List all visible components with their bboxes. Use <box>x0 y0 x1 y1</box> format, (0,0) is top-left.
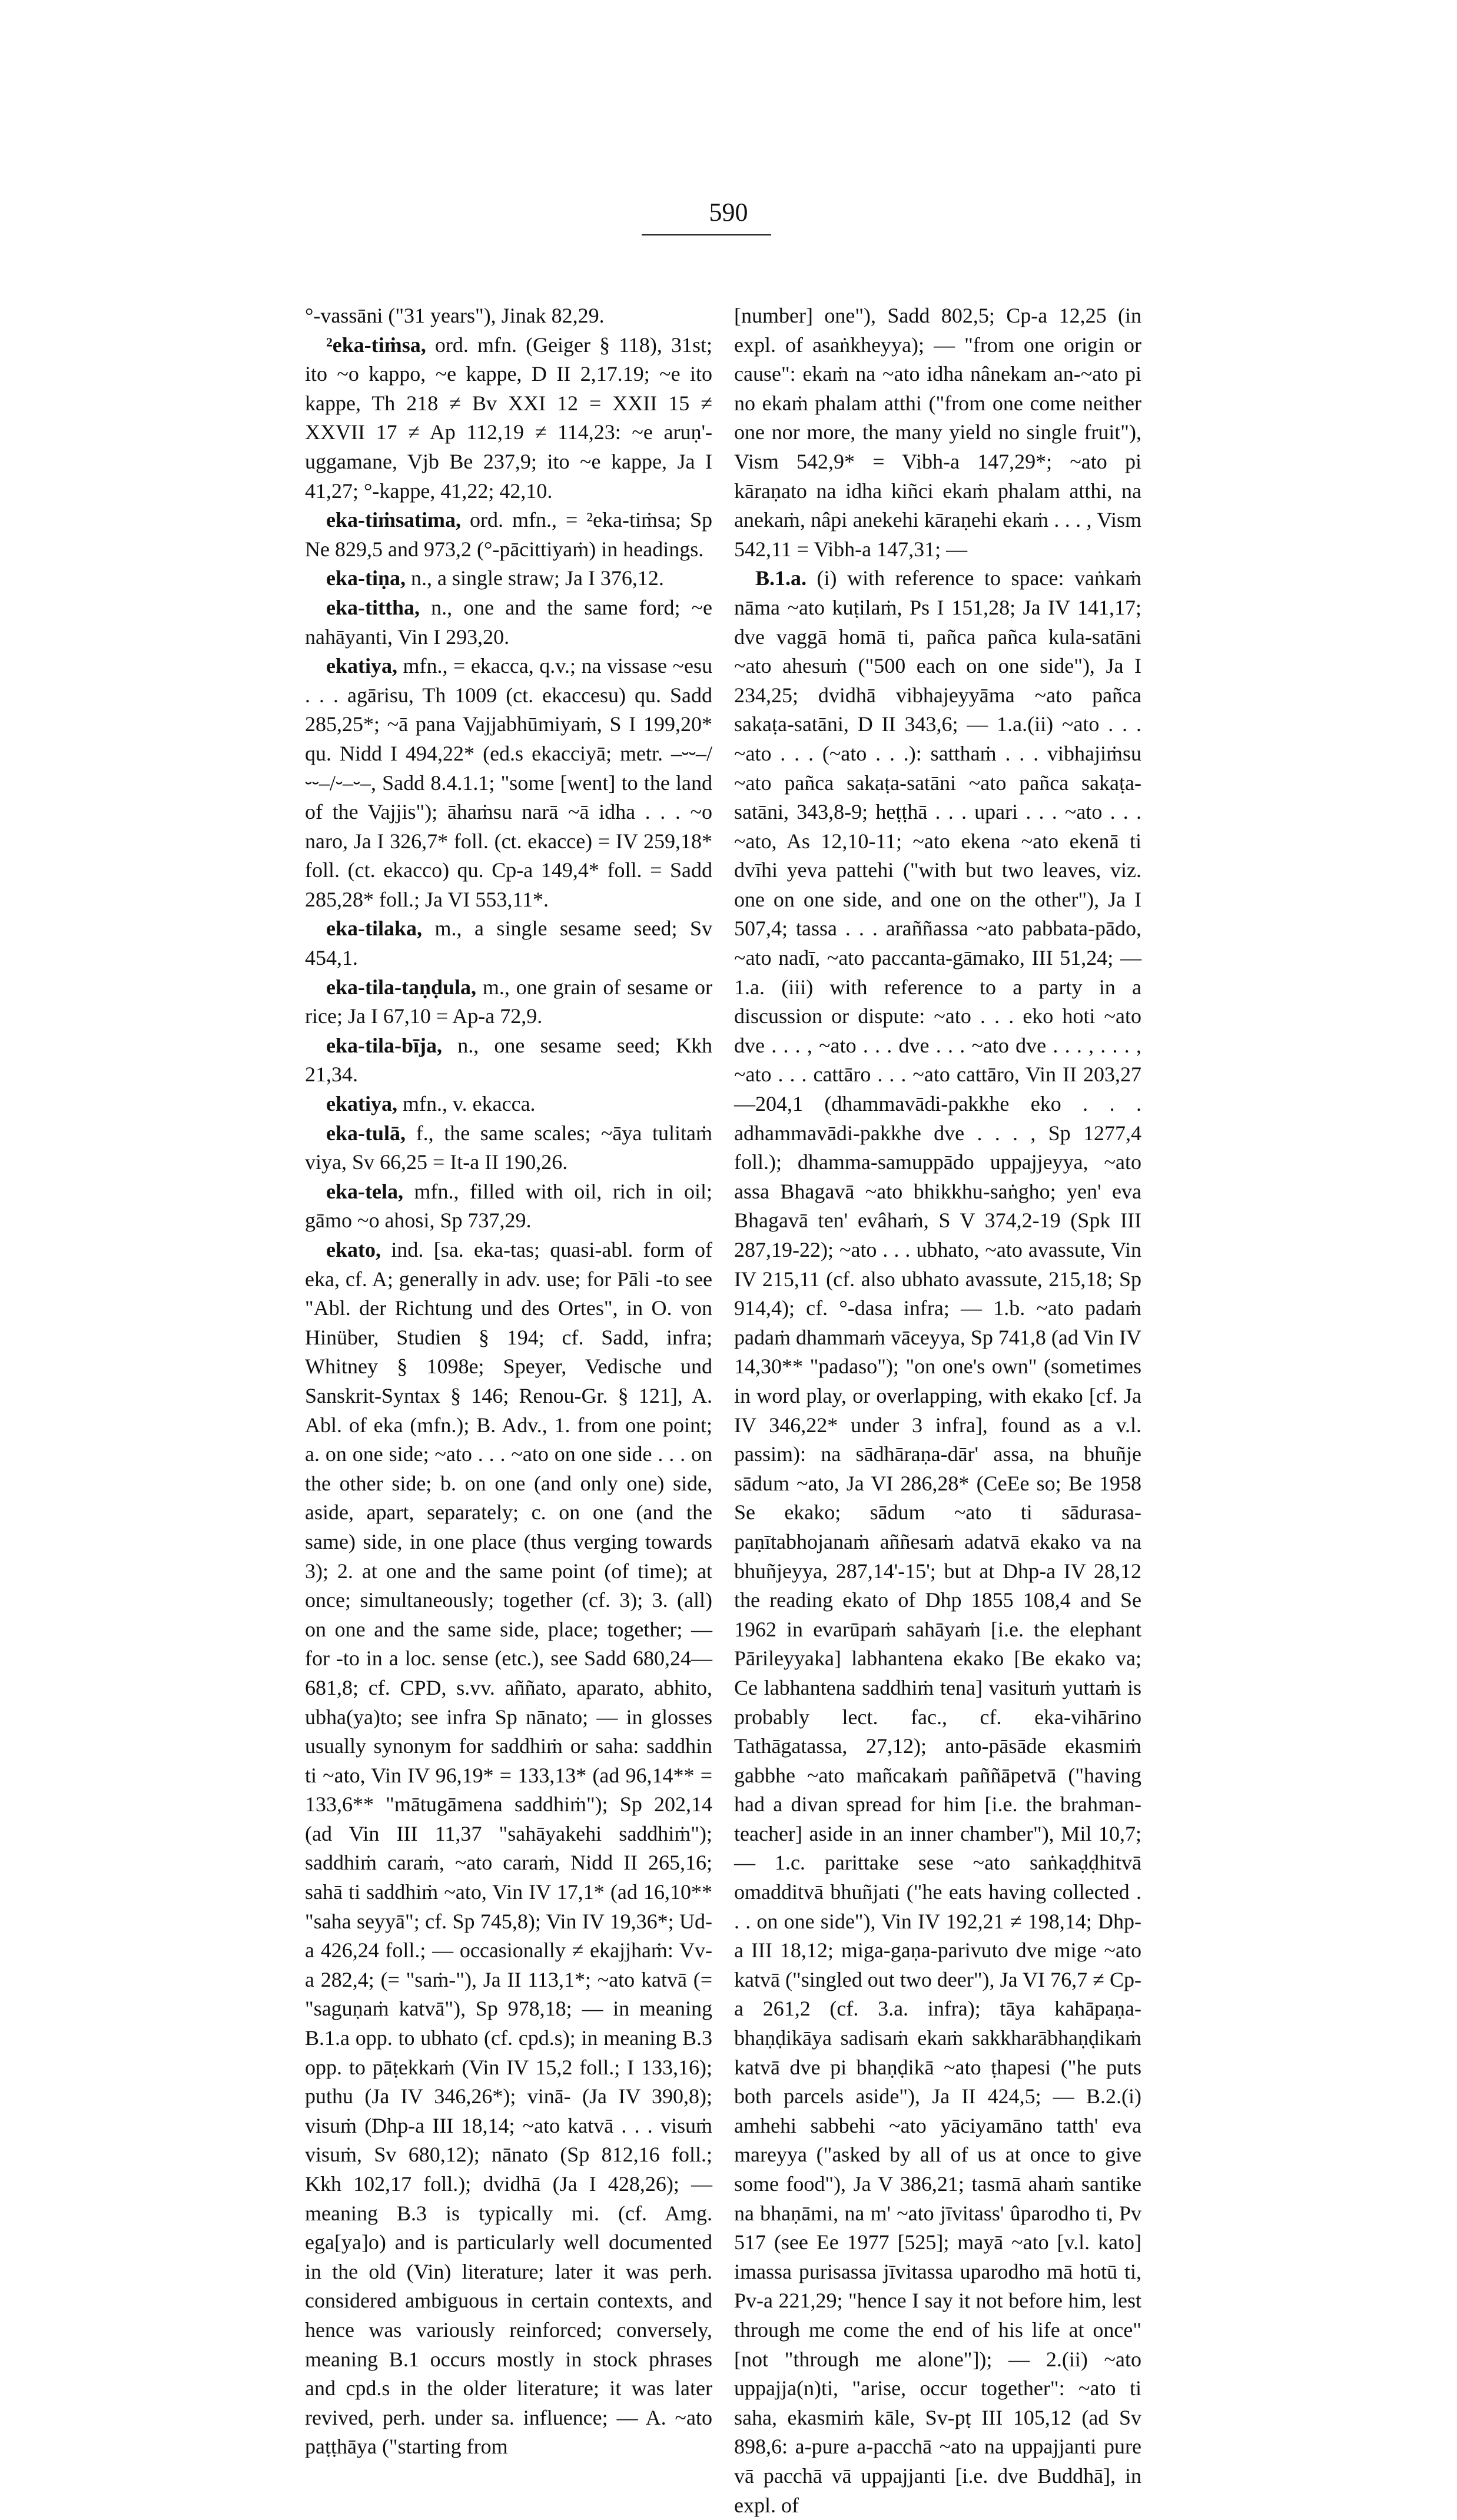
entry-text: n., one sesame seed; Kkh 21,34. <box>305 1033 712 1087</box>
entry-headword: ²eka-tiṁsa, <box>326 333 426 357</box>
entry-headword: eka-tela, <box>326 1179 403 1203</box>
dictionary-entry <box>305 914 712 972</box>
header-rule <box>642 234 771 235</box>
entry-text: n., one and the same ford; ~e nahāyanti, Vin I 293,20. <box>305 595 712 649</box>
dictionary-entry <box>734 301 1141 564</box>
entry-headword: eka-tiṁsatima, <box>326 508 461 532</box>
left-column <box>305 301 712 2462</box>
dictionary-entry <box>305 1090 712 1119</box>
entry-headword: ekatiya, <box>326 1092 397 1116</box>
entry-headword: eka-tittha, <box>326 595 420 619</box>
dictionary-entry <box>305 973 712 1031</box>
dictionary-entry <box>305 1031 712 1090</box>
entry-headword: B.1.a. <box>755 566 807 590</box>
entry-headword: ekatiya, <box>326 654 397 678</box>
entry-text: n., a single straw; Ja I 376,12. <box>406 566 664 590</box>
entry-text: mfn., v. ekacca. <box>397 1092 536 1116</box>
dictionary-entry <box>305 652 712 914</box>
entry-headword: eka-tulā, <box>326 1121 406 1145</box>
entry-text: m., a single sesame seed; Sv 454,1. <box>305 917 712 970</box>
dictionary-entry <box>305 331 712 506</box>
dictionary-entry <box>305 1236 712 2462</box>
entry-headword: eka-tila-taṇḍula, <box>326 975 477 999</box>
entry-text: ord. mfn. (Geiger § 118), 31st; ito ~o kappo, ~e kappe, D II 2,17.19; ~e ito kappe, Th 218 ≠ Bv XXI 12 = XXII 15 ≠ XXVII 17 ≠ Ap 112,19 ≠ 114,23: ~e aruṇ'-uggamane, Vjb Be 237,9; ito ~e kappe, Ja I 41,27; °-kappe, 41,22; 42,10. <box>305 333 712 503</box>
entry-text: [number] one"), Sadd 802,5; Cp-a 12,25 (in expl. of asaṅkheyya); — "from one origin or cause": ekaṁ na ~ato idha nânekam an-~ato pi no ekaṁ phalam atthi ("from one come neither one nor more, the many yield no single fruit"), Vism 542,9* = Vibh-a 147,29*; ~ato pi kāraṇato na idha kiñci ekaṁ phalam atthi, na anekaṁ, nâpi anekehi kāraṇehi ekaṁ . . . , Vism 542,11 = Vibh-a 147,31; — <box>734 304 1141 561</box>
right-column <box>734 301 1141 2520</box>
dictionary-entry <box>305 1119 712 1177</box>
entry-headword: eka-tiṇa, <box>326 566 406 590</box>
entry-text: ind. [sa. eka-tas; quasi-abl. form of eka, cf. A; generally in adv. use; for Pāli -to see "Abl. der Richtung und des Ortes", in O. von Hinüber, Studien § 194; cf. Sadd, infra; Whitney § 1098e; Speyer, Vedische und Sanskrit-Syntax § 146; Renou-Gr. § 121], A. Abl. of eka (mfn.); B. Adv., 1. from one point; a. on one side; ~ato . . . ~ato on one side . . . on the other side; b. on one (and only one) side, aside, apart, separately; c. on one (and the same) side, in one place (thus verging towards 3); 2. at one and the same point (of time); at once; simultaneously; together (cf. 3); 3. (all) on one and the same side, place; together; — for -to in a loc. sense (etc.), see Sadd 680,24—681,8; cf. CPD, s.vv. aññato, aparato, abhito, ubha(ya)to; see infra Sp nānato; — in glosses usually synonym for saddhiṁ or saha: saddhin ti ~ato, Vin IV 96,19* = 133,13* (ad 96,14** = 133,6** "mātugāmena saddhiṁ"); Sp 202,14 (ad Vin III 11,37 "sahāyakehi saddhiṁ"); saddhiṁ caraṁ, ~ato caraṁ, Nidd II 265,16; sahā ti saddhiṁ ~ato, Vin IV 17,1* (ad 16,10** "saha seyyā"; cf. Sp 745,8); Vin IV 19,36*; Ud-a 426,24 foll.; — occasionally ≠ ekajjhaṁ: Vv-a 282,4; (= "saṁ-"), Ja II 113,1*; ~ato katvā (= "saguṇaṁ katvā"), Sp 978,18; — in meaning B.1.a opp. to ubhato (cf. cpd.s); in meaning B.3 opp. to pāṭekkaṁ (Vin IV 15,2 foll.; I 133,16); puthu (Ja IV 346,26*); vinā- (Ja IV 390,8); visuṁ (Dhp-a III 18,14; ~ato katvā . . . visuṁ visuṁ, Sv 680,12); nānato (Sp 812,16 foll.; Kkh 102,17 foll.); dvidhā (Ja I 428,26); — meaning B.3 is typically mi. (cf. Amg. ega[ya]o) and is particularly well documented in the old (Vin) literature; later it was perh. considered ambiguous in certain contexts, and hence was variously reinforced; conversely, meaning B.1 occurs mostly in stock phrases and cpd.s in the older literature; it was later revived, perh. under sa. influence; — A. ~ato paṭṭhāya ("starting from <box>305 1238 712 2459</box>
entry-text: °-vassāni ("31 years"), Jinak 82,29. <box>305 304 605 327</box>
entry-text: mfn., = ekacca, q.v.; na vissase ~esu . . . agārisu, Th 1009 (ct. ekaccesu) qu. Sadd 285,25*; ~ā pana Vajjabhūmiyaṁ, S I 199,20* qu. Nidd I 494,22* (ed.s ekacciyā; metr. –⏑⏑–/⏑⏑–/⏑–⏑–, Sadd 8.4.1.1; "some [went] to the land of the Vajjis"); āhaṁsu narā ~ā idha . . . ~o naro, Ja I 326,7* foll. (ct. ekacce) = IV 259,18* foll. (ct. ekacco) qu. Cp-a 149,4* foll. = Sadd 285,28* foll.; Ja VI 553,11*. <box>305 654 712 911</box>
dictionary-entry <box>734 564 1141 2520</box>
entry-text: (i) with reference to space: vaṅkaṁ nāma ~ato kuṭilaṁ, Ps I 151,28; Ja IV 141,17; dve vaggā homā ti, pañca pañca kula-satāni ~ato ahesuṁ ("500 each on one side"), Ja I 234,25; dvidhā vibhajeyyāma ~ato pañca sakaṭa-satāni, D II 343,6; — 1.a.(ii) ~ato . . . ~ato . . . (~ato . . .): satthaṁ . . . vibhajiṁsu ~ato pañca sakaṭa-satāni ~ato pañca sakaṭa-satāni, 343,8-9; heṭṭhā . . . upari . . . ~ato . . . ~ato, As 12,10-11; ~ato ekena ~ato ekenā ti dvīhi yeva pattehi ("with but two leaves, viz. one on one side, and one on the other"), Ja I 507,4; tassa . . . araññassa ~ato pabbata-pādo, ~ato nadī, ~ato paccanta-gāmako, III 51,24; — 1.a. (iii) with reference to a party in a discussion or dispute: ~ato . . . eko hoti ~ato dve . . . , ~ato . . . dve . . . ~ato dve . . . , . . . , ~ato . . . cattāro . . . ~ato cattāro, Vin II 203,27—204,1 (dhammavādi-pakkhe eko . . . adhammavādi-pakkhe dve . . . , Sp 1277,4 foll.); dhamma-samuppādo uppajjeyya, ~ato assa Bhagavā ~ato bhikkhu-saṅgho; yen' eva Bhagavā ten' evâhaṁ, S V 374,2-19 (Spk III 287,19-22); ~ato . . . ubhato, ~ato avassute, Vin IV 215,11 (cf. also ubhato avassute, 215,18; Sp 914,4); cf. °-dasa infra; — 1.b. ~ato padaṁ padaṁ dhammaṁ vāceyya, Sp 741,8 (ad Vin IV 14,30** "padaso"); "on one's own" (sometimes in word play, or overlapping, with ekako [cf. Ja IV 346,22* under 3 infra], found as a v.l. passim): na sādhāraṇa-dār' assa, na bhuñje sādum ~ato, Ja VI 286,28* (CeEe so; Be 1958 Se ekako; sādum ~ato ti sādurasa-paṇītabhojanaṁ aññesaṁ adatvā ekako va na bhuñjeyya, 287,14'-15'; but at Dhp-a IV 28,12 the reading ekato of Dhp 1855 108,4 and Se 1962 in evarūpaṁ sahāyaṁ [i.e. the elephant Pārileyyaka] labhantena ekako [Be ekako va; Ce labhantena saddhiṁ tena] vasituṁ yuttaṁ is probably lect. fac., cf. eka-vihārino Tathāgatassa, 27,12); anto-pāsāde ekasmiṁ gabbhe ~ato mañcakaṁ paññāpetvā ("having had a divan spread for him [i.e. the brahman-teacher] aside in an inner chamber"), Mil 10,7; — 1.c. parittake sese ~ato saṅkaḍḍhitvā omadditvā bhuñjati ("he eats having collected . . . on one side"), Vin IV 192,21 ≠ 198,14; Dhp-a III 18,12; miga-gaṇa-parivuto dve mige ~ato katvā ("singled out two deer"), Ja VI 76,7 ≠ Cp-a 261,2 (cf. 3.a. infra); tāya kahāpaṇa-bhaṇḍikāya sadisaṁ ekaṁ sakkharābhaṇḍikaṁ katvā dve pi bhaṇḍikā ~ato ṭhapesi ("he puts both parcels aside"), Ja II 424,5; — B.2.(i) amhehi sabbehi ~ato yāciyamāno tatth' eva mareyya ("asked by all of us at once to give some food"), Ja V 386,21; tasmā ahaṁ santike na bhaṇāmi, na m' ~ato jīvitass' ûparodho ti, Pv 517 (see Ee 1977 [525]; mayā ~ato [v.l. kato] imassa purisassa jīvitassa uparodho mā hotū ti, Pv-a 221,29; "hence I say it not before him, lest through me come the end of his life at once" [not "through me alone"]); — 2.(ii) ~ato uppajja(n)ti, "arise, occur together": ~ato ti saha, ekasmiṁ kāle, Sv-pṭ III 105,12 (ad Sv 898,6: a-pure a-pacchā ~ato na uppajjanti pure vā pacchā vā uppajjanti [i.e. dve Buddhā], in expl. of <box>734 566 1141 2517</box>
entry-headword: ekato, <box>326 1238 381 1261</box>
entry-text: mfn., filled with oil, rich in oil; gāmo ~o ahosi, Sp 737,29. <box>305 1179 712 1233</box>
entry-headword: eka-tila-bīja, <box>326 1033 442 1057</box>
dictionary-entry <box>305 506 712 564</box>
page-number: 590 <box>709 198 748 227</box>
entry-headword: eka-tilaka, <box>326 917 423 941</box>
entry-text: m., one grain of sesame or rice; Ja I 67,10 = Ap-a 72,9. <box>305 975 712 1028</box>
dictionary-entry <box>305 564 712 593</box>
dictionary-entry <box>305 593 712 652</box>
entry-text: f., the same scales; ~āya tulitaṁ viya, Sv 66,25 = It-a II 190,26. <box>305 1121 712 1174</box>
dictionary-entry <box>305 1177 712 1236</box>
dictionary-entry <box>305 301 712 331</box>
entry-text: ord. mfn., = ²eka-tiṁsa; Sp Ne 829,5 and 973,2 (°-pācittiyaṁ) in headings. <box>305 508 712 561</box>
